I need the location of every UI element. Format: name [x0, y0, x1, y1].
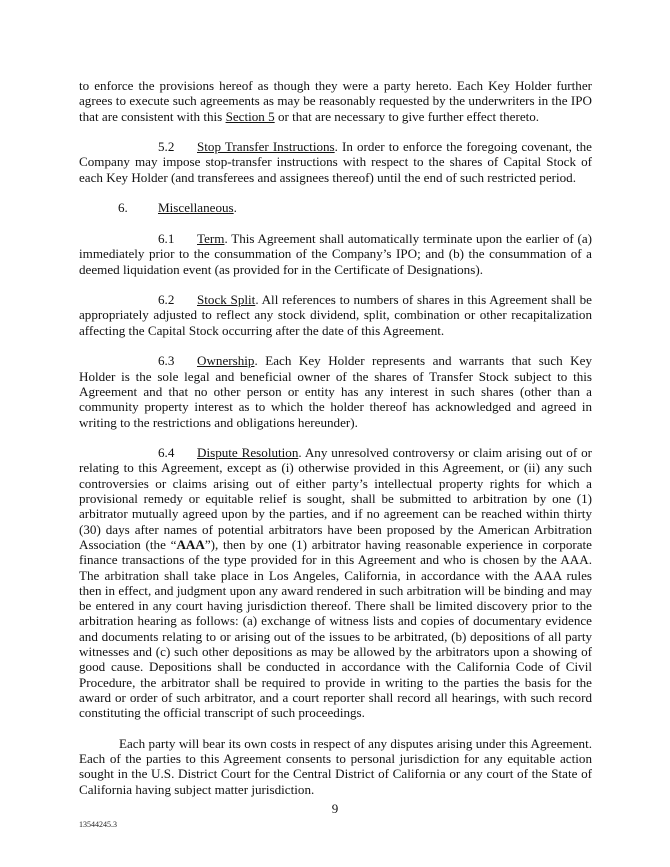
section-number: 6.4: [158, 445, 175, 461]
section-6-3: 6.3 Ownership. Each Key Holder represents and warrants that such Key Holder is the sole legal and beneficial owner of the shares of Transfer Stock subject to this Agreement and that no other person or entity has any interest in such shares (other than a community property interest as to which the holder thereof has acknowledged and agreed in writing to the restrictions and obligations hereunder).: [79, 353, 592, 430]
section-heading: Ownership: [197, 353, 255, 369]
section-number: 6.3: [158, 353, 175, 369]
section-6-4: 6.4 Dispute Resolution. Any unresolved controversy or claim arising out of or relating to this Agreement, except as (i) otherwise provided in this Agreement, or (ii) any such controversies or claims arising out of either party’s intellectual property rights for which a provisional remedy or equitable relief is sought, shall be submitted to arbitration by one (1) arbitrator mutually agreed upon by the parties, and if no agreement can be reached within thirty (30) days after names of potential arbitrators have been proposed by the American Arbitration Association (the “AAA”), then by one (1) arbitrator having reasonable experience in corporate finance transactions of the type provided for in this Agreement and who is chosen by the AAA. The arbitration shall take place in Los Angeles, California, in accordance with the AAA rules then in effect, and judgment upon any award rendered in such arbitration will be binding and may be entered in any court having jurisdiction thereof. There shall be limited discovery prior to the arbitration hearing as follows: (a) exchange of witness lists and copies of documentary evidence and documents relating to or arising out of the issues to be arbitrated, (b) depositions of all party witnesses and (c) such other depositions as may be allowed by the arbitrators upon a showing of good cause. Depositions shall be conducted in accordance with the California Code of Civil Procedure, the arbitrator shall be required to provide in writing to the parties the basis for the award or order of such arbitrator, and a court reporter shall record all hearings, with such record constituting the official transcript of such proceedings.: [79, 445, 592, 721]
costs-paragraph: Each party will bear its own costs in respect of any disputes arising under this Agreement. Each of the parties to this Agreement consents to personal jurisdiction for any equitable action sought in the U.S. District Court for the Central District of California or any court of the State of California having subject matter jurisdiction.: [79, 735, 592, 797]
section-heading: Term: [197, 230, 225, 246]
section-number: 6.1: [158, 230, 175, 246]
section-heading: Stock Split: [197, 292, 256, 308]
page-number: 9: [331, 801, 339, 816]
section-5-2: 5.2 Stop Transfer Instructions. In order to enforce the foregoing covenant, the Company may impose stop-transfer instructions with respect to the shares of Capital Stock of each Key Holder (and transferees and assignees thereof) until the end of such restricted period.: [79, 139, 592, 185]
section-6-1: 6.1 Term. This Agreement shall automatically terminate upon the earlier of (a) immediately prior to the consummation of the Company’s IPO; and (b) the consummation of a deemed liquidation event (as provided for in the Certificate of Designations).: [79, 230, 592, 277]
section-5-reference: Section 5: [225, 108, 275, 124]
document-page: [79, 78, 592, 812]
continuation-paragraph: to enforce the provisions hereof as though they were a party hereto. Each Key Holder further agrees to execute such agreements as may be reasonably requested by the underwriters in the IPO that are consistent with this Section 5 or that are necessary to give further effect thereto.: [79, 78, 592, 124]
section-number: 6.2: [158, 292, 175, 308]
section-heading: Dispute Resolution: [197, 445, 299, 461]
section-number: 6.: [118, 200, 128, 216]
section-6: 6. Miscellaneous.: [118, 200, 237, 216]
section-number: 5.2: [158, 139, 175, 155]
section-6-2: 6.2 Stock Split. All references to numbers of shares in this Agreement shall be appropriately adjusted to reflect any stock dividend, split, combination or other recapitalization affecting the Capital Stock occurring after the date of this Agreement.: [79, 292, 592, 338]
document-id: 13544245.3: [79, 820, 117, 829]
defined-term: AAA: [176, 536, 205, 552]
section-heading: Miscellaneous: [158, 200, 234, 216]
section-heading: Stop Transfer Instructions: [197, 139, 335, 155]
